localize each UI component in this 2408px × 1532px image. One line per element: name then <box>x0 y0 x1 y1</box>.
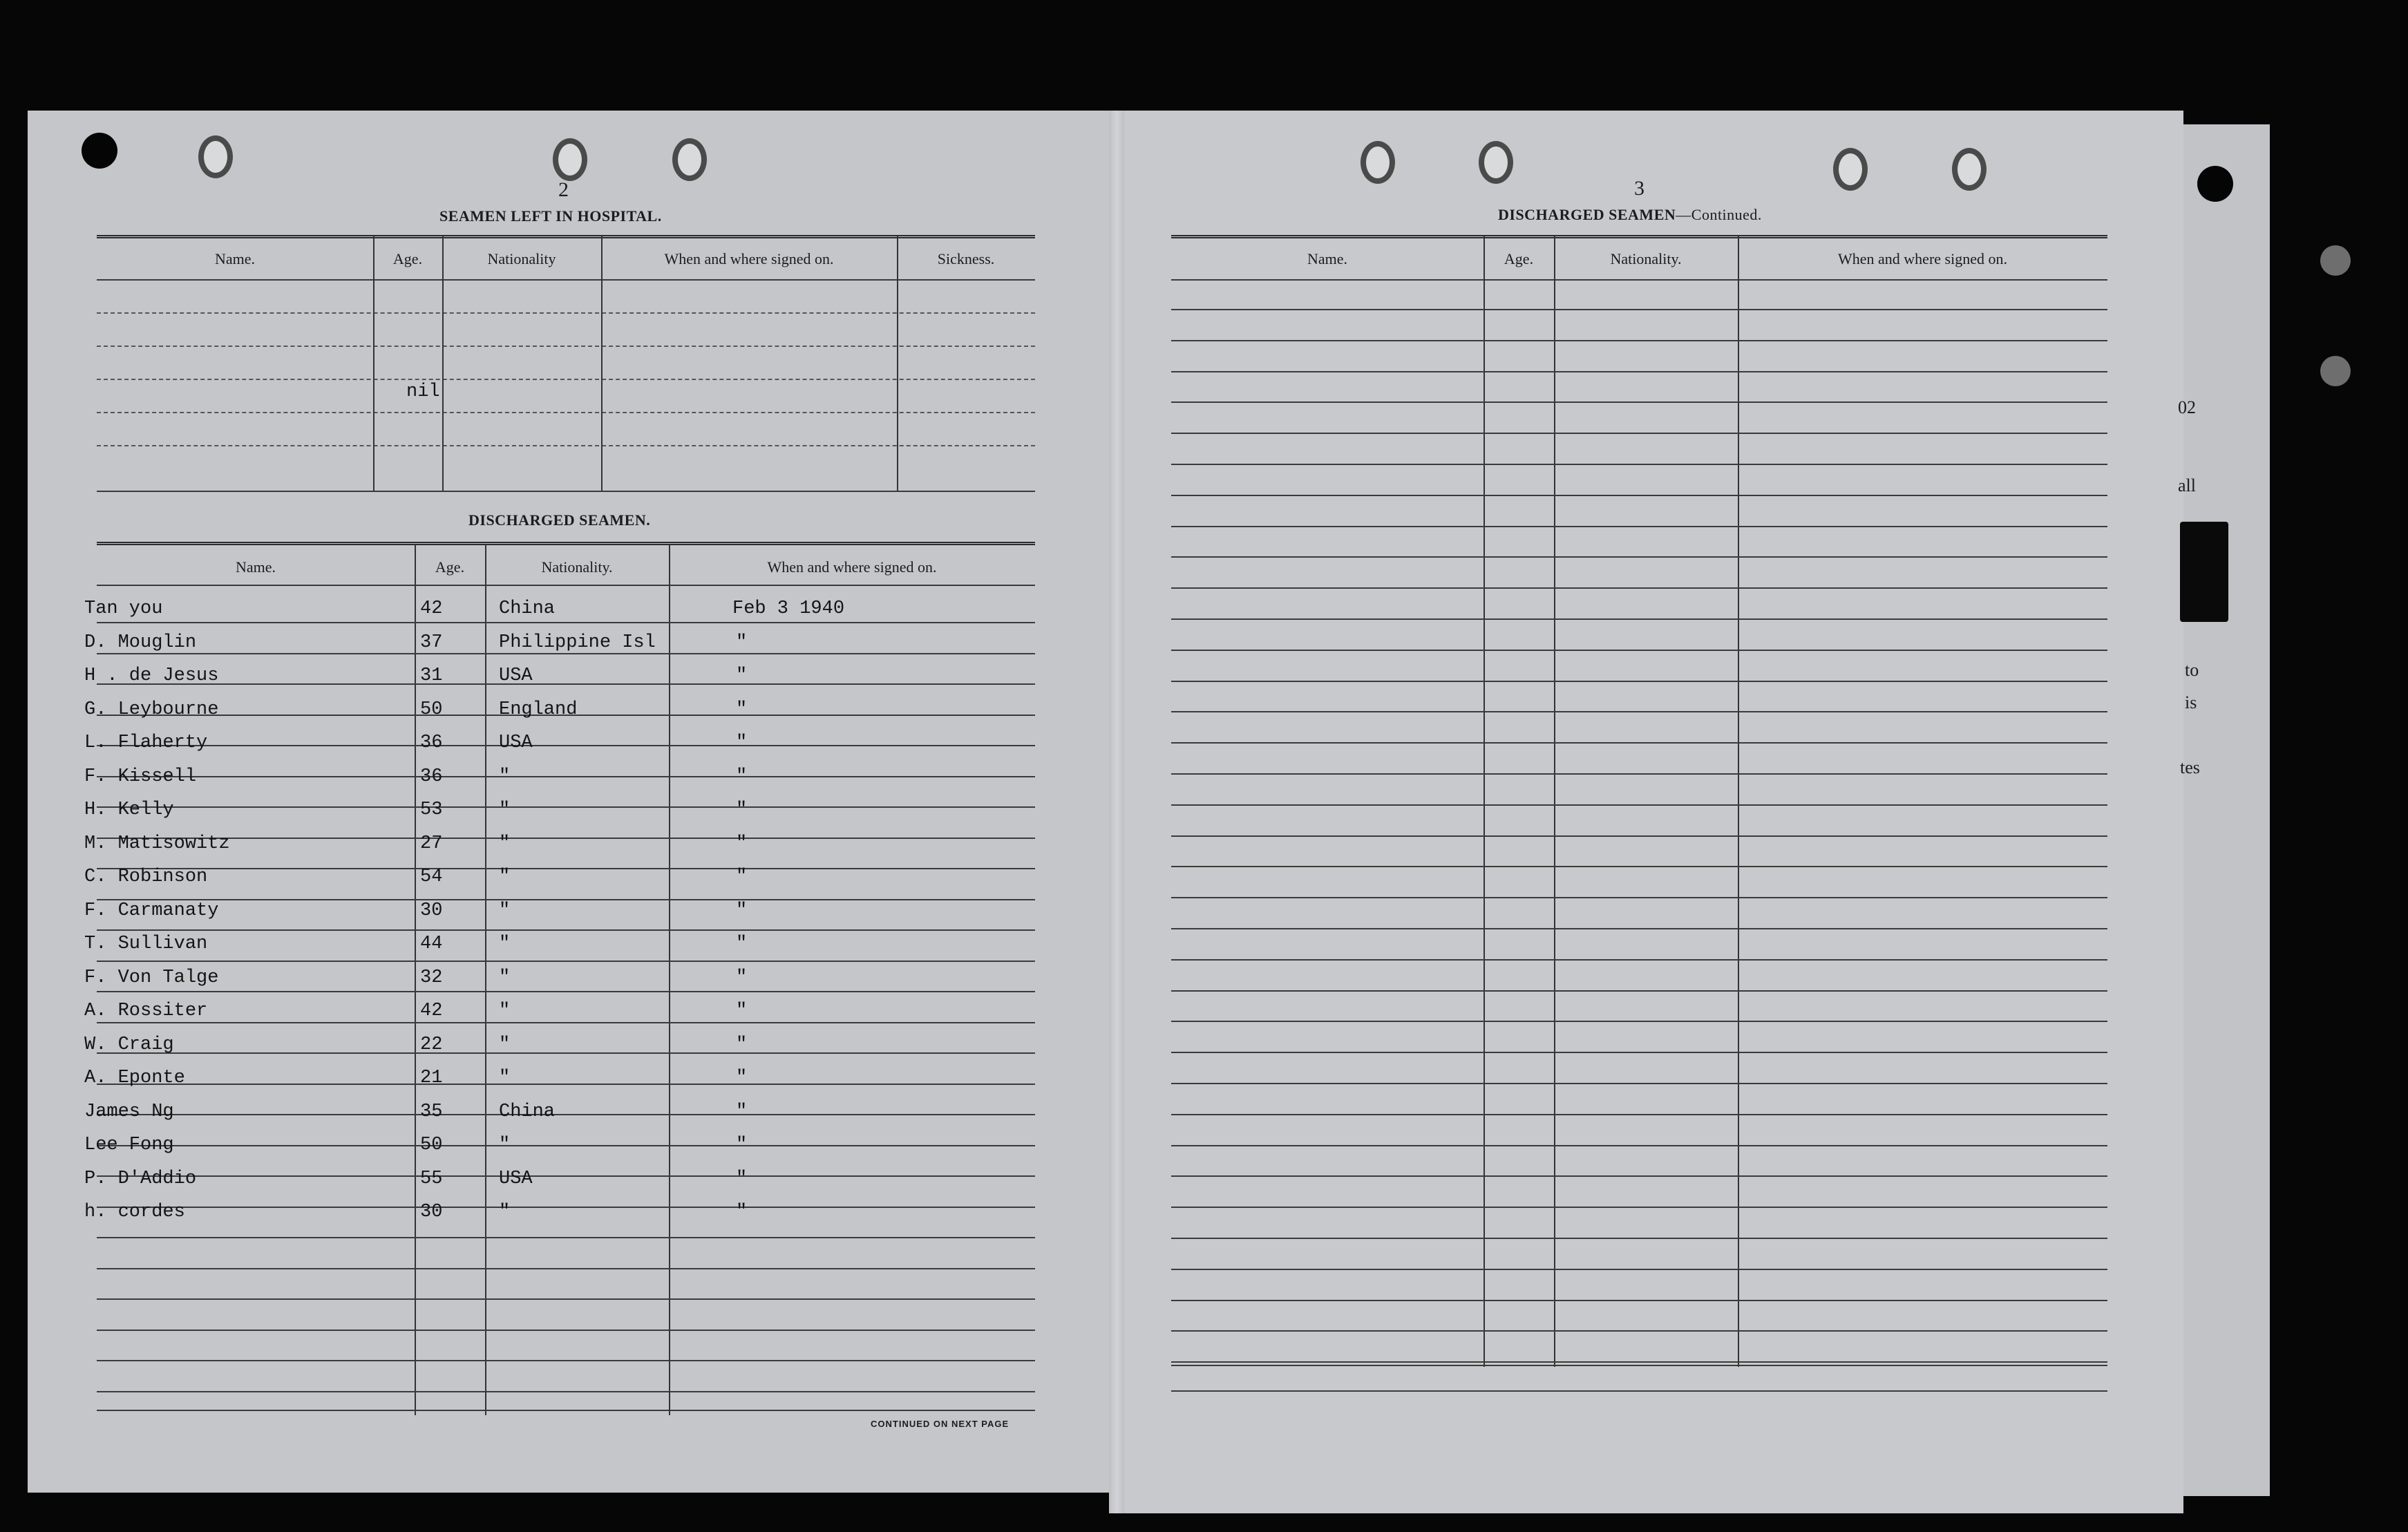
left-page <box>28 111 1116 1493</box>
seaman-name: A. Rossiter <box>84 1001 208 1021</box>
row-rule <box>1171 556 2107 558</box>
row-rule <box>1171 773 2107 775</box>
seaman-signed-on: " <box>736 632 748 653</box>
seaman-age: 22 <box>420 1034 443 1055</box>
row-rule <box>1171 433 2107 434</box>
row-rule <box>1171 1300 2107 1301</box>
seaman-nationality: USA <box>499 665 533 686</box>
row-rule <box>97 1207 1035 1208</box>
discharged-title: DISCHARGED SEAMEN. <box>468 511 651 529</box>
row-rule <box>97 1114 1035 1115</box>
seaman-age: 55 <box>420 1168 443 1189</box>
seaman-age: 44 <box>420 934 443 954</box>
hospital-header-rule <box>97 279 1035 281</box>
seaman-signed-on: " <box>736 900 748 921</box>
row-rule <box>97 1145 1035 1146</box>
right-col-divider <box>1554 236 1555 1367</box>
row-rule <box>1171 1269 2107 1270</box>
hospital-row-rule <box>97 379 1035 380</box>
hospital-col-sickness: Sickness. <box>937 250 995 267</box>
seaman-age: 36 <box>420 766 443 787</box>
seaman-age: 21 <box>420 1068 443 1088</box>
punch-hole <box>2197 166 2233 202</box>
row-rule <box>97 838 1035 839</box>
seaman-nationality: China <box>499 1101 556 1122</box>
seaman-name: F. Kissell <box>84 766 197 787</box>
row-rule <box>1171 464 2107 465</box>
seaman-signed-on: Feb 3 1940 <box>732 598 845 619</box>
right-col-divider <box>1483 236 1485 1367</box>
row-rule <box>1171 1175 2107 1177</box>
seaman-nationality: USA <box>499 732 533 753</box>
binder-ring <box>1479 141 1513 184</box>
seaman-signed-on: " <box>736 1068 748 1088</box>
row-rule <box>97 1268 1035 1269</box>
right-col-age: Age. <box>1504 250 1534 267</box>
binder-ring <box>672 138 707 181</box>
row-rule <box>1171 1114 2107 1115</box>
right-title <box>1498 206 1762 224</box>
discharged-col-divider <box>669 545 670 1415</box>
row-rule <box>97 1391 1035 1392</box>
seaman-signed-on: " <box>736 967 748 988</box>
binder-ring <box>1361 141 1395 184</box>
row-rule <box>97 1237 1035 1238</box>
row-rule <box>1171 742 2107 744</box>
seaman-signed-on: " <box>736 665 748 686</box>
hospital-bottom-rule <box>97 491 1035 492</box>
seaman-nationality: " <box>499 900 511 921</box>
row-rule <box>97 1360 1035 1361</box>
right-col-name: Name. <box>1307 250 1348 267</box>
edge-text: tes <box>2180 757 2200 777</box>
seaman-name: H. Kelly <box>84 800 174 820</box>
row-rule <box>97 1175 1035 1177</box>
hospital-row-rule <box>97 445 1035 446</box>
seaman-name: H . de Jesus <box>84 665 219 686</box>
right-col-divider <box>1738 236 1739 1367</box>
right-title-bold: DISCHARGED SEAMEN <box>1498 206 1676 223</box>
seaman-nationality: " <box>499 766 511 787</box>
seaman-signed-on: " <box>736 1034 748 1055</box>
seaman-nationality: " <box>499 833 511 854</box>
row-rule <box>1171 1145 2107 1146</box>
hospital-col-divider <box>897 236 898 491</box>
discharged-header-rule <box>97 585 1035 586</box>
seaman-nationality: " <box>499 867 511 887</box>
seaman-name: M. Matisowitz <box>84 833 230 854</box>
seaman-signed-on: " <box>736 1101 748 1122</box>
row-rule <box>1171 587 2107 589</box>
discharged-col-age: Age. <box>435 558 465 576</box>
seaman-nationality: " <box>499 1068 511 1088</box>
row-rule <box>1171 1052 2107 1053</box>
seaman-nationality: Philippine Isl <box>499 632 656 653</box>
row-rule <box>1171 866 2107 867</box>
row-rule <box>1171 309 2107 310</box>
seaman-name: C. Robinson <box>84 867 208 887</box>
seaman-signed-on: " <box>736 1202 748 1222</box>
row-rule <box>1171 1361 2107 1363</box>
discharged-col-divider <box>415 545 416 1415</box>
underlying-sheet <box>2177 124 2270 1496</box>
seaman-nationality: " <box>499 1001 511 1021</box>
row-rule <box>97 653 1035 654</box>
seaman-age: 27 <box>420 833 443 854</box>
seaman-name: Tan you <box>84 598 163 619</box>
discharged-col-nationality: Nationality. <box>541 558 613 576</box>
seaman-name: W. Craig <box>84 1034 174 1055</box>
row-rule <box>97 961 1035 962</box>
seaman-name: Lee Fong <box>84 1135 174 1155</box>
continued-footer: CONTINUED ON NEXT PAGE <box>871 1419 1009 1429</box>
seaman-nationality: USA <box>499 1168 533 1189</box>
row-rule <box>1171 1083 2107 1084</box>
seaman-signed-on: " <box>736 699 748 720</box>
row-rule <box>97 991 1035 992</box>
seaman-name: James Ng <box>84 1101 174 1122</box>
seaman-name: P. D'Addio <box>84 1168 197 1189</box>
hospital-row-rule <box>97 312 1035 314</box>
row-rule <box>1171 990 2107 992</box>
edge-text: all <box>2178 475 2196 495</box>
seaman-age: 31 <box>420 665 443 686</box>
binder-ring <box>198 135 233 178</box>
edge-text: 02 <box>2178 397 2196 417</box>
row-rule <box>97 806 1035 808</box>
seaman-name: G. Leybourne <box>84 699 219 720</box>
row-rule <box>97 1022 1035 1023</box>
seaman-signed-on: " <box>736 766 748 787</box>
row-rule <box>1171 804 2107 806</box>
row-rule <box>1171 959 2107 961</box>
seaman-age: 30 <box>420 900 443 921</box>
seaman-age: 42 <box>420 598 443 619</box>
seaman-name: h. cordes <box>84 1202 185 1222</box>
row-rule <box>1171 340 2107 341</box>
row-rule <box>97 1330 1035 1331</box>
seaman-age: 32 <box>420 967 443 988</box>
row-rule <box>97 776 1035 777</box>
discharged-col-name: Name. <box>235 558 276 576</box>
row-rule <box>97 929 1035 931</box>
discharged-bottom-rule <box>97 1410 1035 1411</box>
hospital-col-divider <box>442 236 444 491</box>
discharged-col-divider <box>485 545 486 1415</box>
hospital-row-rule <box>97 346 1035 347</box>
seaman-nationality: " <box>499 1034 511 1055</box>
shadow-spot <box>2320 245 2351 276</box>
discharged-col-signed: When and where signed on. <box>767 558 937 576</box>
row-rule <box>1171 371 2107 372</box>
row-rule <box>1171 1330 2107 1332</box>
seaman-signed-on: " <box>736 867 748 887</box>
seaman-age: 53 <box>420 800 443 820</box>
seaman-name: L. Flaherty <box>84 732 208 753</box>
row-rule <box>97 1084 1035 1085</box>
hospital-col-age: Age. <box>392 250 423 267</box>
row-rule <box>1171 681 2107 682</box>
hospital-entry: nil <box>406 381 440 402</box>
binder-ring <box>1833 148 1868 191</box>
row-rule <box>1171 495 2107 496</box>
row-rule <box>1171 401 2107 403</box>
hospital-top-rule <box>97 235 1035 238</box>
seaman-age: 30 <box>420 1202 443 1222</box>
seaman-nationality: England <box>499 699 578 720</box>
row-rule <box>97 899 1035 900</box>
seaman-signed-on: " <box>736 800 748 820</box>
seaman-name: T. Sullivan <box>84 934 208 954</box>
seaman-signed-on: " <box>736 1168 748 1189</box>
hospital-col-divider <box>373 236 375 491</box>
seaman-signed-on: " <box>736 934 748 954</box>
row-rule <box>1171 835 2107 837</box>
row-rule <box>1171 1207 2107 1208</box>
black-tab <box>2180 522 2228 622</box>
page-number-left: 2 <box>558 178 569 201</box>
right-top-rule <box>1171 235 2107 238</box>
row-rule <box>1171 897 2107 898</box>
seaman-age: 54 <box>420 867 443 887</box>
shadow-spot <box>2320 356 2351 386</box>
seaman-signed-on: " <box>736 732 748 753</box>
row-rule <box>1171 928 2107 929</box>
row-rule <box>97 745 1035 746</box>
hospital-row-rule <box>97 412 1035 413</box>
row-rule <box>97 1298 1035 1300</box>
hospital-col-name: Name. <box>214 250 256 267</box>
seaman-signed-on: " <box>736 1001 748 1021</box>
seaman-nationality: " <box>499 1135 511 1155</box>
edge-text: is <box>2185 692 2197 712</box>
seaman-age: 50 <box>420 1135 443 1155</box>
seaman-name: F. Von Talge <box>84 967 219 988</box>
row-rule <box>1171 1238 2107 1239</box>
hospital-col-divider <box>601 236 603 491</box>
edge-text: to <box>2185 660 2199 680</box>
binder-ring <box>553 138 587 181</box>
seaman-name: D. Mouglin <box>84 632 197 653</box>
seaman-signed-on: " <box>736 833 748 854</box>
punch-hole <box>82 133 117 169</box>
right-page <box>1116 111 2183 1513</box>
seaman-name: A. Eponte <box>84 1068 185 1088</box>
seaman-nationality: " <box>499 1202 511 1222</box>
seaman-nationality: " <box>499 934 511 954</box>
page-number-right: 3 <box>1634 177 1644 200</box>
right-col-nationality: Nationality. <box>1610 250 1682 267</box>
seaman-nationality: " <box>499 800 511 820</box>
seaman-age: 35 <box>420 1101 443 1122</box>
row-rule <box>1171 618 2107 620</box>
right-bottom-rule <box>1171 1390 2107 1392</box>
seaman-age: 36 <box>420 732 443 753</box>
discharged-top-rule <box>97 542 1035 545</box>
page-fold <box>1109 111 1124 1513</box>
row-rule <box>1171 711 2107 712</box>
row-rule <box>1171 650 2107 651</box>
seaman-name: F. Carmanaty <box>84 900 219 921</box>
row-rule <box>97 683 1035 685</box>
hospital-col-signed: When and where signed on. <box>664 250 834 267</box>
row-rule <box>1171 1021 2107 1022</box>
seaman-nationality: " <box>499 967 511 988</box>
binder-ring <box>1952 148 1987 191</box>
seaman-age: 50 <box>420 699 443 720</box>
seaman-age: 37 <box>420 632 443 653</box>
hospital-title: SEAMEN LEFT IN HOSPITAL. <box>439 207 662 225</box>
seaman-signed-on: " <box>736 1135 748 1155</box>
right-bottom-rule <box>1171 1365 2107 1366</box>
seaman-nationality: China <box>499 598 556 619</box>
hospital-col-nationality: Nationality <box>487 250 556 267</box>
seaman-age: 42 <box>420 1001 443 1021</box>
right-title-rest: —Continued. <box>1676 206 1762 223</box>
right-header-rule <box>1171 279 2107 281</box>
row-rule <box>97 622 1035 623</box>
row-rule <box>97 868 1035 869</box>
row-rule <box>1171 526 2107 527</box>
row-rule <box>97 1052 1035 1054</box>
right-col-signed: When and where signed on. <box>1838 250 2007 267</box>
